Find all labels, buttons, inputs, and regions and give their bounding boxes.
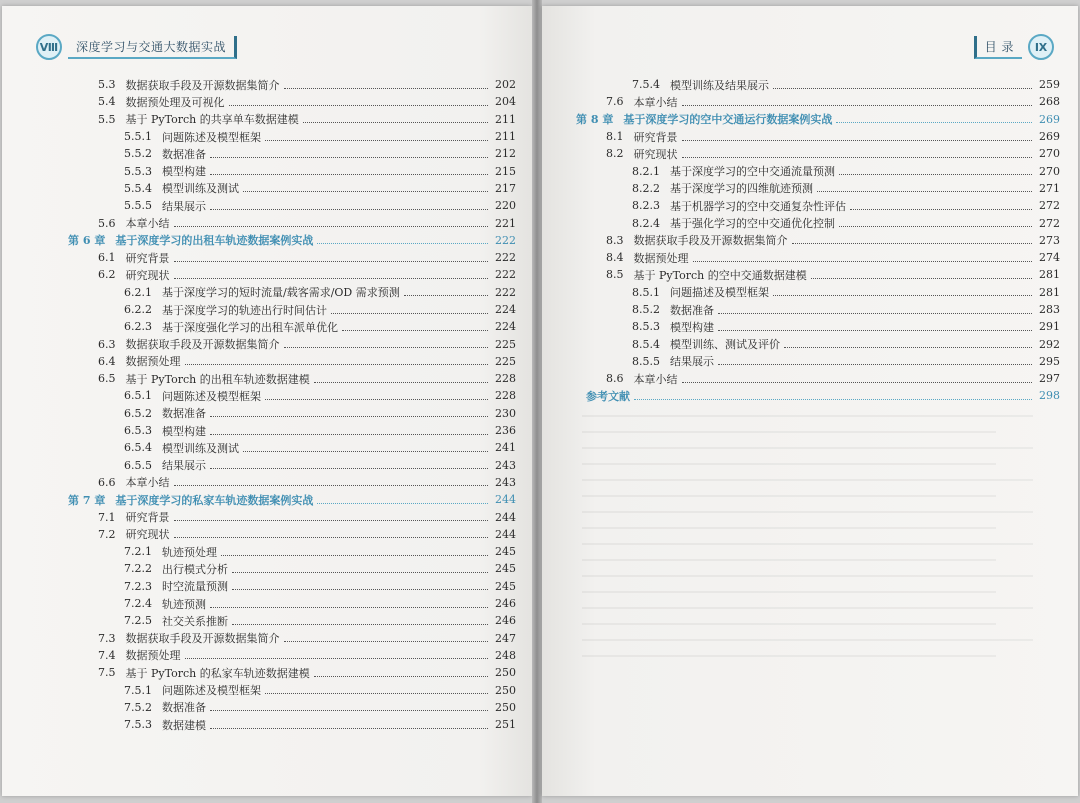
entry-number: 8.5.5 xyxy=(632,354,660,368)
dot-leader xyxy=(784,346,1032,348)
dot-leader xyxy=(284,87,489,89)
entry-title: 数据准备 xyxy=(162,701,206,715)
entry-title: 出行模式分析 xyxy=(162,562,228,576)
dot-leader xyxy=(185,657,489,659)
entry-page-number: 248 xyxy=(495,648,516,662)
toc-chapter-entry xyxy=(576,111,1060,128)
entry-page-number: 297 xyxy=(1039,372,1060,386)
entry-number: 8.3 xyxy=(606,233,624,247)
entry-page-number: 243 xyxy=(495,475,516,489)
entry-number: 7.2.3 xyxy=(124,579,152,593)
dot-leader xyxy=(174,277,489,279)
entry-title: 基于深度学习的私家车轨迹数据案例实战 xyxy=(115,493,314,507)
entry-number: 6.5.2 xyxy=(124,406,152,420)
toc-entry xyxy=(68,560,516,577)
entry-number: 6.5.4 xyxy=(124,441,152,455)
entry-number: 5.5.5 xyxy=(124,199,152,213)
entry-page-number: 224 xyxy=(495,303,516,316)
entry-number: 5.5.4 xyxy=(124,181,152,195)
entry-title: 问题描述及模型框架 xyxy=(670,286,769,300)
dot-leader xyxy=(682,381,1033,383)
entry-title: 问题陈述及模型框架 xyxy=(162,130,261,144)
entry-title: 模型构建 xyxy=(162,424,206,438)
entry-number: 8.5.4 xyxy=(632,337,660,351)
toc-entry xyxy=(68,249,516,266)
toc-list-right xyxy=(576,76,1060,405)
dot-leader xyxy=(229,104,489,106)
entry-title: 轨迹预处理 xyxy=(162,545,217,559)
entry-page-number: 222 xyxy=(495,268,516,282)
entry-title: 社交关系推断 xyxy=(162,614,228,628)
entry-title: 基于深度学习的空中交通运行数据案例实战 xyxy=(623,113,833,127)
entry-title: 数据预处理 xyxy=(125,355,181,369)
book-title: 深度学习与交通大数据实战 xyxy=(68,36,237,59)
dot-leader xyxy=(210,415,488,417)
entry-page-number: 259 xyxy=(1039,78,1060,92)
entry-page-number: 204 xyxy=(495,95,516,109)
toc-entry xyxy=(576,180,1060,197)
entry-page-number: 281 xyxy=(1039,268,1060,282)
left-page-header xyxy=(36,34,237,60)
entry-title: 基于深度学习的短时流量/载客需求/OD 需求预测 xyxy=(162,286,400,300)
entry-title: 参考文献 xyxy=(586,389,630,403)
dot-leader xyxy=(174,536,489,538)
dot-leader xyxy=(634,398,1032,400)
toc-entry xyxy=(576,335,1060,352)
entry-number: 5.5.1 xyxy=(124,130,152,144)
book-gutter xyxy=(532,0,542,803)
entry-number: 5.4 xyxy=(98,95,116,109)
dot-leader xyxy=(718,329,1032,331)
dot-leader xyxy=(221,554,488,556)
toc-entry xyxy=(68,664,516,681)
toc-entry xyxy=(68,387,516,404)
entry-page-number: 211 xyxy=(495,112,516,126)
toc-entry xyxy=(68,128,516,145)
entry-title: 研究现状 xyxy=(125,528,170,542)
dot-leader xyxy=(284,640,489,642)
entry-title: 结果展示 xyxy=(670,355,714,369)
toc-entry xyxy=(68,612,516,629)
entry-number: 5.3 xyxy=(98,78,116,92)
toc-entry xyxy=(68,318,516,335)
entry-number: 8.6 xyxy=(606,372,624,386)
toc-chapter-entry xyxy=(68,491,516,508)
dot-leader xyxy=(265,692,488,694)
entry-page-number: 247 xyxy=(495,631,516,645)
entry-number: 7.3 xyxy=(98,631,116,645)
dot-leader xyxy=(265,139,488,141)
entry-title: 模型训练及结果展示 xyxy=(670,78,769,92)
entry-title: 研究背景 xyxy=(125,251,170,265)
entry-page-number: 250 xyxy=(495,666,516,680)
toc-entry xyxy=(576,318,1060,335)
entry-title: 数据准备 xyxy=(670,303,714,317)
dot-leader xyxy=(210,208,488,210)
toc-entry xyxy=(68,266,516,283)
toc-entry xyxy=(68,508,516,525)
entry-number: 6.5.5 xyxy=(124,458,152,472)
entry-number: 6.4 xyxy=(98,354,116,368)
dot-leader xyxy=(314,675,488,677)
section-title: 目 录 xyxy=(974,36,1022,59)
entry-page-number: 225 xyxy=(495,337,516,351)
dot-leader xyxy=(682,139,1033,141)
entry-page-number: 244 xyxy=(495,493,516,507)
entry-title: 时空流量预测 xyxy=(162,580,228,594)
entry-number: 6.1 xyxy=(98,251,116,265)
entry-page-number: 230 xyxy=(495,406,516,420)
entry-page-number: 228 xyxy=(495,389,516,403)
toc-entry xyxy=(68,111,516,128)
dot-leader xyxy=(232,588,488,590)
entry-title: 数据获取手段及开源数据集简介 xyxy=(125,632,280,646)
entry-page-number: 211 xyxy=(495,130,516,144)
page-number-badge: Ⅷ xyxy=(36,34,62,60)
entry-page-number: 291 xyxy=(1039,320,1060,334)
entry-number: 7.2.4 xyxy=(124,597,152,611)
dot-leader xyxy=(404,294,488,296)
toc-entry xyxy=(576,284,1060,301)
entry-page-number: 250 xyxy=(495,700,516,714)
dot-leader xyxy=(682,104,1033,106)
entry-page-number: 269 xyxy=(1039,130,1060,144)
entry-number: 7.5.1 xyxy=(124,683,152,697)
entry-number: 第 7 章 xyxy=(68,493,106,507)
entry-title: 研究现状 xyxy=(633,147,678,161)
toc-entry xyxy=(576,232,1060,249)
entry-title: 结果展示 xyxy=(162,199,206,213)
toc-entry xyxy=(576,93,1060,110)
entry-number: 7.4 xyxy=(98,648,116,662)
entry-page-number: 246 xyxy=(495,597,516,611)
entry-number: 6.5.1 xyxy=(124,389,152,403)
entry-title: 基于深度学习的四维航迹预测 xyxy=(670,182,813,196)
toc-entry xyxy=(68,145,516,162)
entry-number: 6.3 xyxy=(98,337,116,351)
entry-number: 7.6 xyxy=(606,95,624,109)
entry-page-number: 245 xyxy=(495,562,516,576)
toc-entry xyxy=(68,439,516,456)
entry-title: 数据获取手段及开源数据集简介 xyxy=(633,234,788,248)
entry-page-number: 225 xyxy=(495,354,516,368)
dot-leader xyxy=(317,242,488,244)
entry-title: 结果展示 xyxy=(162,459,206,473)
entry-number: 8.5 xyxy=(606,268,624,282)
dot-leader xyxy=(342,329,488,331)
toc-entry xyxy=(576,353,1060,370)
entry-number: 5.5.3 xyxy=(124,164,152,178)
entry-number: 8.5.3 xyxy=(632,320,660,334)
toc-entry xyxy=(576,214,1060,231)
entry-page-number: 241 xyxy=(495,441,516,455)
dot-leader xyxy=(232,571,488,573)
entry-number: 7.2 xyxy=(98,527,116,541)
dot-leader xyxy=(773,87,1032,89)
dot-leader xyxy=(174,260,489,262)
toc-entry xyxy=(68,301,516,318)
entry-title: 研究背景 xyxy=(633,130,678,144)
dot-leader xyxy=(682,156,1033,158)
dot-leader xyxy=(210,173,488,175)
toc-entry xyxy=(576,145,1060,162)
dot-leader xyxy=(792,242,1033,244)
dot-leader xyxy=(693,260,1033,262)
toc-list-left xyxy=(68,76,516,733)
dot-leader xyxy=(174,484,489,486)
dot-leader xyxy=(265,398,488,400)
entry-number: 7.2.5 xyxy=(124,614,152,628)
entry-title: 基于 PyTorch 的出租车轨迹数据建模 xyxy=(125,372,310,386)
entry-title: 数据预处理 xyxy=(633,251,689,265)
entry-number: 6.2.3 xyxy=(124,320,152,334)
entry-title: 基于 PyTorch 的共享单车数据建模 xyxy=(125,113,299,127)
dot-leader xyxy=(718,363,1032,365)
toc-entry xyxy=(68,543,516,560)
toc-entry xyxy=(68,370,516,387)
entry-number: 8.5.1 xyxy=(632,285,660,299)
entry-title: 基于深度强化学习的出租车派单优化 xyxy=(162,320,338,334)
entry-page-number: 295 xyxy=(1039,354,1060,368)
right-page-header xyxy=(974,34,1054,60)
toc-entry xyxy=(68,681,516,698)
entry-number: 7.5.4 xyxy=(632,78,660,92)
toc-entry xyxy=(68,647,516,664)
dot-leader xyxy=(243,190,488,192)
entry-title: 研究背景 xyxy=(125,511,170,525)
entry-number: 第 6 章 xyxy=(68,234,106,248)
dot-leader xyxy=(210,156,488,158)
dot-leader xyxy=(174,225,489,227)
entry-title: 模型训练及测试 xyxy=(162,441,239,455)
dot-leader xyxy=(174,519,489,521)
entry-number: 8.4 xyxy=(606,251,624,265)
toc-entry xyxy=(68,162,516,179)
dot-leader xyxy=(314,381,488,383)
dot-leader xyxy=(210,709,488,711)
dot-leader xyxy=(773,294,1032,296)
entry-title: 基于深度学习的出租车轨迹数据案例实战 xyxy=(115,234,314,248)
bleed-through-texture xyxy=(582,401,1052,731)
toc-entry xyxy=(576,370,1060,387)
entry-page-number: 202 xyxy=(495,78,516,92)
entry-page-number: 245 xyxy=(495,579,516,593)
toc-entry xyxy=(576,301,1060,318)
entry-page-number: 283 xyxy=(1039,303,1060,316)
entry-page-number: 270 xyxy=(1039,147,1060,161)
entry-page-number: 243 xyxy=(495,458,516,472)
entry-title: 数据建模 xyxy=(162,718,206,732)
entry-page-number: 245 xyxy=(495,545,516,559)
dot-leader xyxy=(243,450,488,452)
dot-leader xyxy=(210,727,488,729)
entry-title: 基于强化学习的空中交通优化控制 xyxy=(670,217,835,231)
entry-number: 6.2 xyxy=(98,268,116,282)
dot-leader xyxy=(331,312,488,314)
entry-title: 本章小结 xyxy=(633,95,678,109)
entry-title: 问题陈述及模型框架 xyxy=(162,684,261,698)
entry-number: 6.2.2 xyxy=(124,303,152,316)
dot-leader xyxy=(303,121,488,123)
entry-page-number: 250 xyxy=(495,683,516,697)
entry-number: 5.6 xyxy=(98,216,116,230)
entry-number: 第 8 章 xyxy=(576,113,614,127)
entry-title: 数据准备 xyxy=(162,407,206,421)
entry-title: 数据预处理 xyxy=(125,649,181,663)
dot-leader xyxy=(185,363,489,365)
entry-title: 研究现状 xyxy=(125,268,170,282)
entry-page-number: 228 xyxy=(495,372,516,386)
dot-leader xyxy=(839,173,1032,175)
entry-title: 本章小结 xyxy=(125,476,170,490)
toc-entry xyxy=(68,353,516,370)
entry-number: 6.5 xyxy=(98,372,116,386)
entry-title: 模型构建 xyxy=(670,320,714,334)
entry-page-number: 292 xyxy=(1039,337,1060,351)
entry-page-number: 220 xyxy=(495,199,516,213)
toc-entry xyxy=(68,93,516,110)
entry-title: 数据获取手段及开源数据集简介 xyxy=(125,338,280,352)
entry-title: 模型构建 xyxy=(162,165,206,179)
dot-leader xyxy=(210,606,488,608)
entry-title: 基于机器学习的空中交通复杂性评估 xyxy=(670,199,846,213)
entry-number: 7.5 xyxy=(98,666,116,680)
toc-entry xyxy=(576,249,1060,266)
toc-entry xyxy=(576,266,1060,283)
dot-leader xyxy=(210,433,488,435)
toc-entry xyxy=(576,162,1060,179)
entry-title: 数据准备 xyxy=(162,147,206,161)
toc-entry xyxy=(68,197,516,214)
toc-entry xyxy=(68,699,516,716)
dot-leader xyxy=(317,502,488,504)
entry-page-number: 221 xyxy=(495,216,516,230)
dot-leader xyxy=(210,467,488,469)
toc-entry xyxy=(68,214,516,231)
toc-entry xyxy=(68,284,516,301)
entry-title: 基于 PyTorch 的私家车轨迹数据建模 xyxy=(125,666,310,680)
entry-number: 6.6 xyxy=(98,475,116,489)
entry-page-number: 269 xyxy=(1039,112,1060,126)
entry-page-number: 236 xyxy=(495,424,516,438)
toc-entry xyxy=(68,716,516,733)
entry-page-number: 222 xyxy=(495,285,516,299)
toc-entry xyxy=(68,578,516,595)
toc-entry xyxy=(68,422,516,439)
entry-page-number: 272 xyxy=(1039,216,1060,230)
entry-title: 基于 PyTorch 的空中交通数据建模 xyxy=(633,268,807,282)
entry-page-number: 217 xyxy=(495,181,516,195)
entry-page-number: 270 xyxy=(1039,164,1060,178)
entry-title: 基于深度学习的空中交通流量预测 xyxy=(670,165,835,179)
dot-leader xyxy=(811,277,1032,279)
dot-leader xyxy=(836,121,1032,123)
entry-title: 数据预处理及可视化 xyxy=(125,95,225,109)
entry-number: 8.1 xyxy=(606,130,624,144)
entry-page-number: 281 xyxy=(1039,285,1060,299)
entry-title: 基于深度学习的轨迹出行时间估计 xyxy=(162,303,327,317)
entry-page-number: 274 xyxy=(1039,251,1060,265)
entry-number: 8.2.2 xyxy=(632,181,660,195)
toc-entry xyxy=(576,128,1060,145)
entry-page-number: 271 xyxy=(1039,181,1060,195)
entry-title: 本章小结 xyxy=(125,217,170,231)
entry-page-number: 298 xyxy=(1039,389,1060,403)
toc-entry xyxy=(68,457,516,474)
toc-entry xyxy=(576,197,1060,214)
toc-entry xyxy=(68,526,516,543)
toc-entry xyxy=(68,180,516,197)
entry-number: 6.2.1 xyxy=(124,285,152,299)
entry-title: 问题陈述及模型框架 xyxy=(162,389,261,403)
entry-page-number: 222 xyxy=(495,233,516,247)
entry-number: 8.2.3 xyxy=(632,199,660,213)
entry-page-number: 272 xyxy=(1039,199,1060,213)
entry-page-number: 244 xyxy=(495,527,516,541)
dot-leader xyxy=(850,208,1032,210)
toc-entry xyxy=(68,335,516,352)
toc-entry xyxy=(68,405,516,422)
entry-page-number: 251 xyxy=(495,718,516,732)
entry-number: 8.2.4 xyxy=(632,216,660,230)
entry-title: 本章小结 xyxy=(633,372,678,386)
entry-number: 8.5.2 xyxy=(632,303,660,316)
dot-leader xyxy=(839,225,1032,227)
toc-entry xyxy=(576,76,1060,93)
entry-title: 模型训练及测试 xyxy=(162,182,239,196)
entry-page-number: 215 xyxy=(495,164,516,178)
dot-leader xyxy=(718,312,1032,314)
entry-number: 5.5 xyxy=(98,112,116,126)
dot-leader xyxy=(817,190,1032,192)
entry-title: 数据获取手段及开源数据集简介 xyxy=(125,78,280,92)
dot-leader xyxy=(284,346,489,348)
entry-number: 7.2.1 xyxy=(124,545,152,559)
dot-leader xyxy=(232,623,488,625)
entry-number: 6.5.3 xyxy=(124,424,152,438)
entry-page-number: 212 xyxy=(495,147,516,161)
entry-page-number: 268 xyxy=(1039,95,1060,109)
entry-number: 7.5.2 xyxy=(124,700,152,714)
entry-number: 7.5.3 xyxy=(124,718,152,732)
page-number-badge: Ⅸ xyxy=(1028,34,1054,60)
entry-number: 8.2.1 xyxy=(632,164,660,178)
left-page xyxy=(2,6,532,796)
entry-title: 轨迹预测 xyxy=(162,597,206,611)
entry-number: 5.5.2 xyxy=(124,147,152,161)
entry-number: 7.2.2 xyxy=(124,562,152,576)
entry-title: 模型训练、测试及评价 xyxy=(670,338,780,352)
toc-entry xyxy=(68,630,516,647)
entry-page-number: 273 xyxy=(1039,233,1060,247)
toc-chapter-entry xyxy=(68,232,516,249)
toc-entry xyxy=(68,474,516,491)
entry-page-number: 244 xyxy=(495,510,516,524)
entry-number: 7.1 xyxy=(98,510,116,524)
entry-number: 8.2 xyxy=(606,147,624,161)
toc-entry xyxy=(68,76,516,93)
toc-entry xyxy=(68,595,516,612)
entry-page-number: 246 xyxy=(495,614,516,628)
entry-page-number: 222 xyxy=(495,251,516,265)
right-page xyxy=(542,6,1078,796)
entry-page-number: 224 xyxy=(495,320,516,334)
